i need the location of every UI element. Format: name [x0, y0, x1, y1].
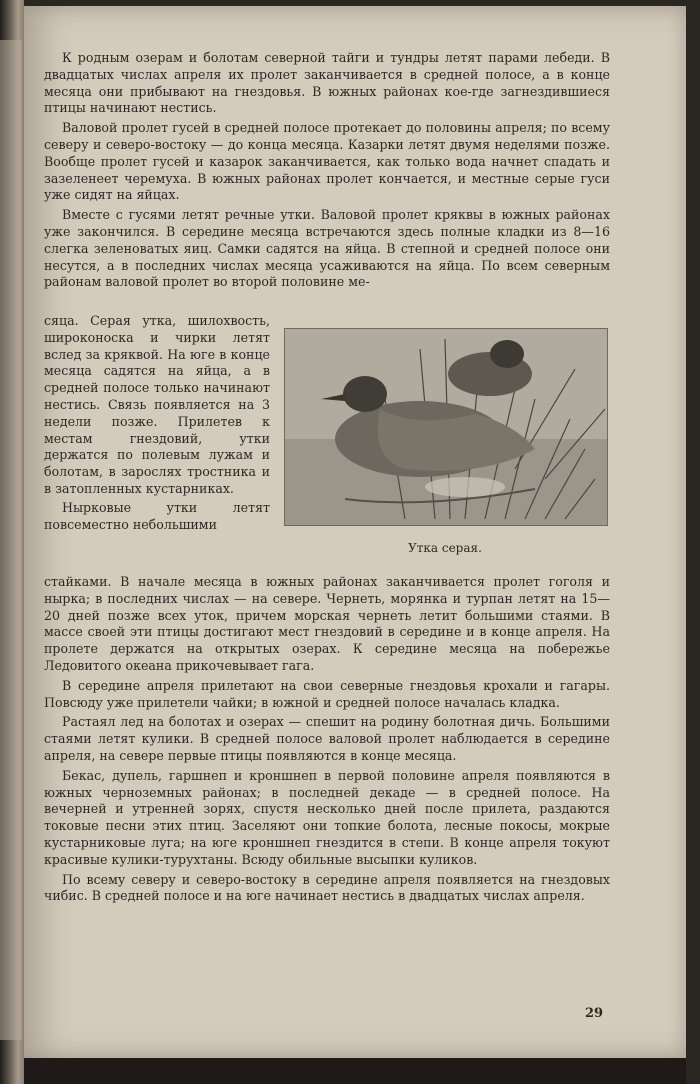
paragraph-swans: К родным озерам и болотам северной тайги и тундры летят парами лебеди. В двадцатых числах апреля их пролет заканчивается в средней полосе, а в конце месяца они прибывают на гнездовья. В южных районах кое-где загнездившиеся птицы начинают нестись.: [44, 50, 610, 116]
paragraph-lapwing: По всему северу и северо-востоку в середине апреля появляется на гнездовых чибис. В средней полосе и на юге начинает нестись в двадцатых числах апреля.: [44, 871, 610, 904]
paragraph-marsh-game: Растаял лед на болотах и озерах — спешит на родину болотная дичь. Большими стаями летят кулики. В средней полосе валовой пролет наблюдается в середине апреля, на севере первые птицы появляются в конце месяца.: [44, 714, 610, 763]
paragraph-river-ducks: Вместе с гусями летят речные утки. Валовой пролет кряквы в южных районах уже закончился. В середине месяца встречаются здесь полные кладки из 8—16 слегка зеленоватых яиц. Самки садятся на яйца. В степной и средней полосе они несутся, а в последних числах месяца усаживаются на яйца. По всем северным районам валовой пролет во второй половине ме-: [44, 207, 610, 290]
paragraph-geese: Валовой пролет гусей в средней полосе протекает до половины апреля; по всему северу и северо-востоку — до конца месяца. Казарки летят двумя неделями позже. Вообще пролет гусей и казарок заканчивается, как только вода начнет спадать и зазеленеет черемуха. В южных районах пролет кончается, и местные серые гуси уже сидят на яйцах.: [44, 120, 610, 203]
paragraph-diving-ducks: стайками. В начале месяца в южных районах заканчивается пролет гоголя и нырка; в последних числах — на севере. Чернеть, морянка и турпан летят на 15—20 дней позже всех уток, причем морская чернеть летит большими стаями. В массе своей эти птицы достигают мест гнездовий в середине и в конце апреля. На пролете держатся на открытых озерах. К середине месяца на побережье Ледовитого океана прикочевывает гага.: [44, 574, 610, 673]
text-block-bottom: [44, 574, 610, 908]
paragraph-snipe: Бекас, дупель, гаршнеп и кроншнеп в первой половине апреля появляются в южных черноземных районах; в последней декаде — в средней полосе. На вечерней и утренней зорях, спустя несколько дней после прилета, раздаются токовые песни этих птиц. Заселяют они топкие болота, лесные покосы, мокрые кустарниковые луга; на юге кроншнеп гнездится в степи. В конце апреля токуют красивые кулики-турухтаны. Всюду обильные высыпки куликов.: [44, 767, 610, 867]
figure-caption: Утка серая.: [408, 541, 482, 555]
text-wrap-left: [44, 313, 270, 533]
duck-illustration: [284, 328, 608, 526]
paragraph-grey-duck: сяца. Серая утка, шилохвость, широконоска и чирки летят вслед за кряквой. На юге в конце месяца садятся на яйца, а в средней полосе только начинают нестись. Связь появляется на 3 недели позже. Прилетев к местам гнездовий, утки держатся по полевым лужам и болотам, в зарослях тростника и в затопленных кустарниках.: [44, 313, 270, 496]
diving-ducks-start: Нырковые утки летят повсеместно небольшими: [44, 499, 270, 532]
page-shadow: [24, 1058, 686, 1084]
previous-page-edge: [0, 40, 22, 1040]
duck-image: [285, 329, 607, 525]
page-number: 29: [585, 1006, 604, 1021]
text-block-top: [44, 50, 610, 294]
paragraph-mergansers: В середине апреля прилетают на свои северные гнездовья крохали и гагары. Повсюду уже прилетели чайки; в южной и средней полосе началась кладка.: [44, 677, 610, 710]
